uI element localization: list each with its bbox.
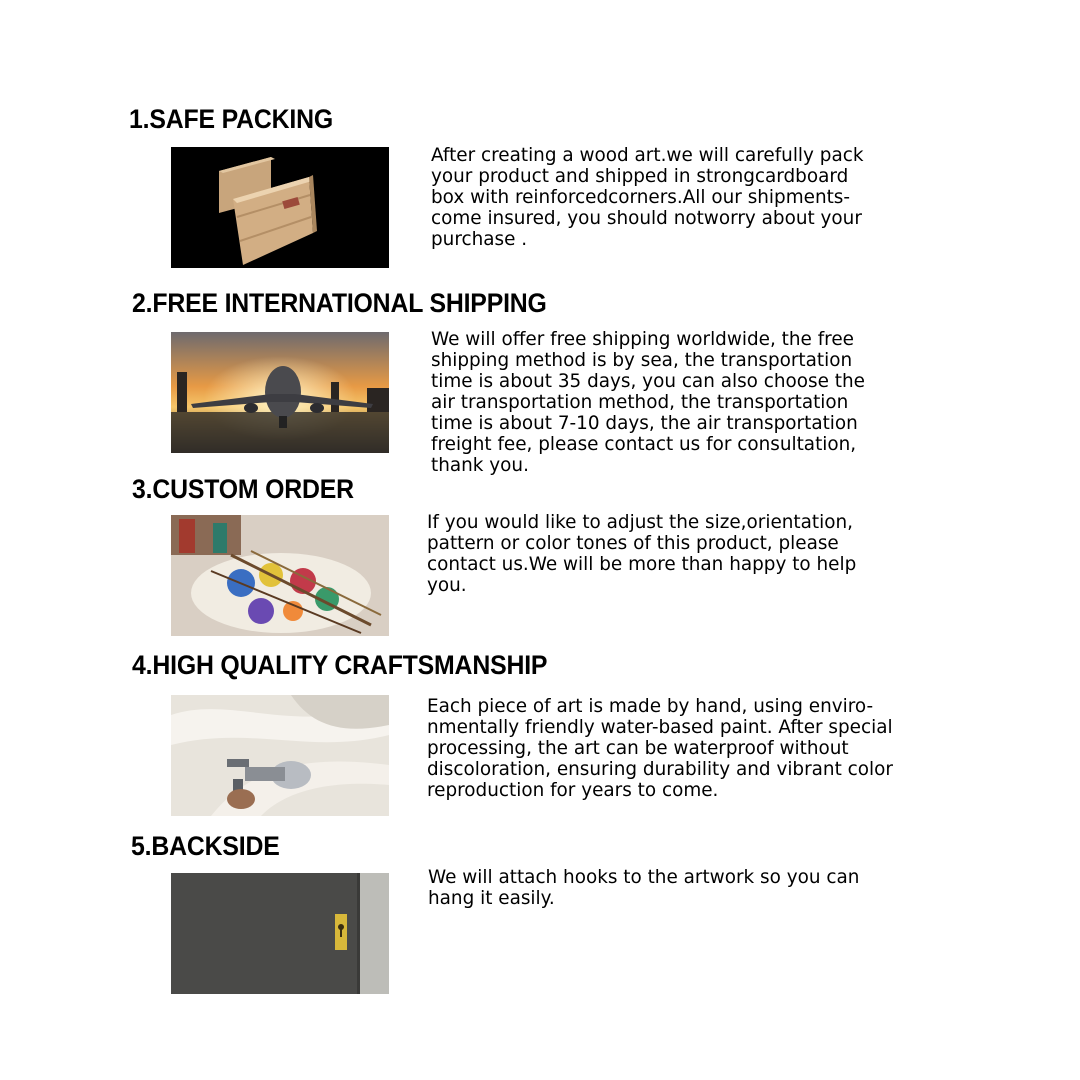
spray-painting-image xyxy=(171,695,389,816)
section-text-craftsmanship: Each piece of art is made by hand, using enviro- nmentally friendly water-based paint. After special processing, the art can be waterproof without discoloration, ensuring durability and vibrant color reproduction for years to come. xyxy=(427,696,893,801)
section-title-craftsmanship: 4.HIGH QUALITY CRAFTSMANSHIP xyxy=(132,650,548,680)
airplane-sunset-image xyxy=(171,332,389,453)
section-text-backside: We will attach hooks to the artwork so you can hang it easily. xyxy=(428,867,860,909)
section-title-custom-order: 3.CUSTOM ORDER xyxy=(132,474,354,504)
wooden-crate-image xyxy=(171,147,389,268)
section-text-custom-order: If you would like to adjust the size,orientation, pattern or color tones of this product, please contact us.We will be more than happy to help you. xyxy=(427,512,857,596)
section-text-free-shipping: We will offer free shipping worldwide, the free shipping method is by sea, the transportation time is about 35 days, you can also choose the air transportation method, the transportation time is about 7-10 days, the air transportation freight fee, please contact us for consultation, thank you. xyxy=(431,329,865,476)
section-title-free-shipping: 2.FREE INTERNATIONAL SHIPPING xyxy=(132,288,547,318)
section-title-safe-packing: 1.SAFE PACKING xyxy=(129,104,333,134)
section-title-backside: 5.BACKSIDE xyxy=(131,831,280,861)
paint-palette-image xyxy=(171,515,389,636)
backside-hook-image xyxy=(171,873,389,994)
section-text-safe-packing: After creating a wood art.we will carefully pack your product and shipped in strongcardboard box with reinforcedcorners.All our shipments- come insured, you should notworry about your purchase . xyxy=(431,145,864,250)
